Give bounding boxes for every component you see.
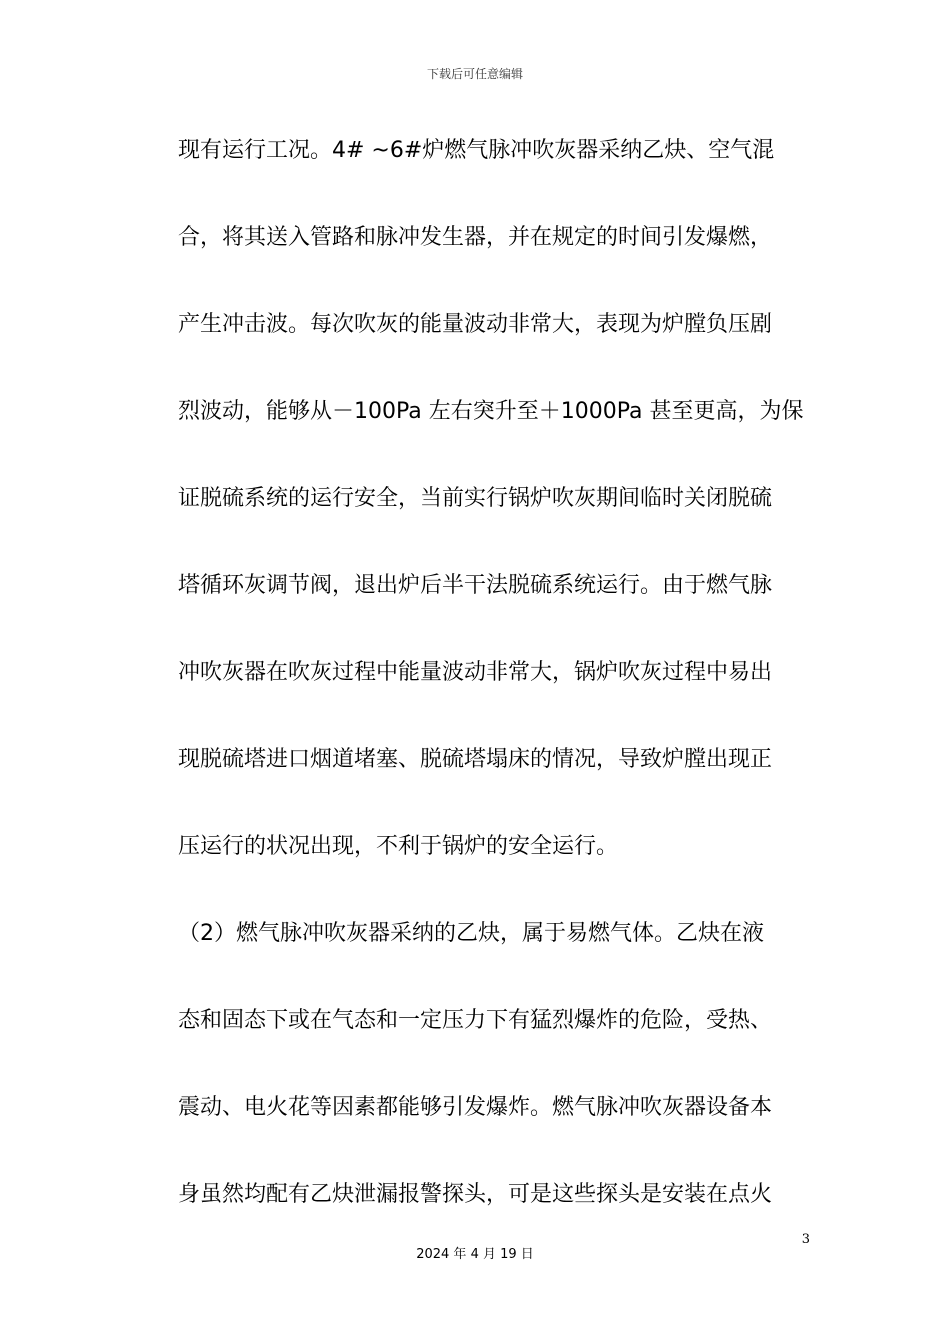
text-line: 产生冲击波。每次吹灰的能量波动非常大，表现为炉膛负压剧 <box>178 312 773 337</box>
text-line: 压运行的状况出现，不利于锅炉的安全运行。 <box>178 834 619 859</box>
body-text <box>178 128 818 1259</box>
text-line: 现脱硫塔进口烟道堵塞、脱硫塔塌床的情况，导致炉膛出现正 <box>178 747 773 772</box>
text-line: 震动、电火花等因素都能够引发爆炸。燃气脉冲吹灰器设备本 <box>178 1095 773 1120</box>
text-line: 证脱硫系统的运行安全，当前实行锅炉吹灰期间临时关闭脱硫 <box>178 486 773 511</box>
text-line: 合，将其送入管路和脉冲发生器，并在规定的时间引发爆燃， <box>178 225 773 250</box>
text-line: （2）燃气脉冲吹灰器采纳的乙炔，属于易燃气体。乙炔在液 <box>178 921 764 946</box>
text-line: 现有运行工况。4# ~6#炉燃气脉冲吹灰器采纳乙炔、空气混 <box>178 138 775 163</box>
text-line: 身虽然均配有乙炔泄漏报警探头，可是这些探头是安装在点火 <box>178 1182 773 1207</box>
text-line: 态和固态下或在气态和一定压力下有猛烈爆炸的危险，受热、 <box>178 1008 773 1033</box>
text-line: 烈波动，能够从－100Pa 左右突升至＋1000Pa 甚至更高，为保 <box>178 399 804 424</box>
text-line: 塔循环灰调节阀，退出炉后半干法脱硫系统运行。由于燃气脉 <box>178 573 773 598</box>
page-footer-date: 2024 年 4 月 19 日 <box>416 1247 534 1262</box>
page-header: 下载后可任意编辑 <box>426 67 523 81</box>
text-line: 冲吹灰器在吹灰过程中能量波动非常大，锅炉吹灰过程中易出 <box>178 660 773 685</box>
page-number: 3 <box>801 1232 810 1247</box>
